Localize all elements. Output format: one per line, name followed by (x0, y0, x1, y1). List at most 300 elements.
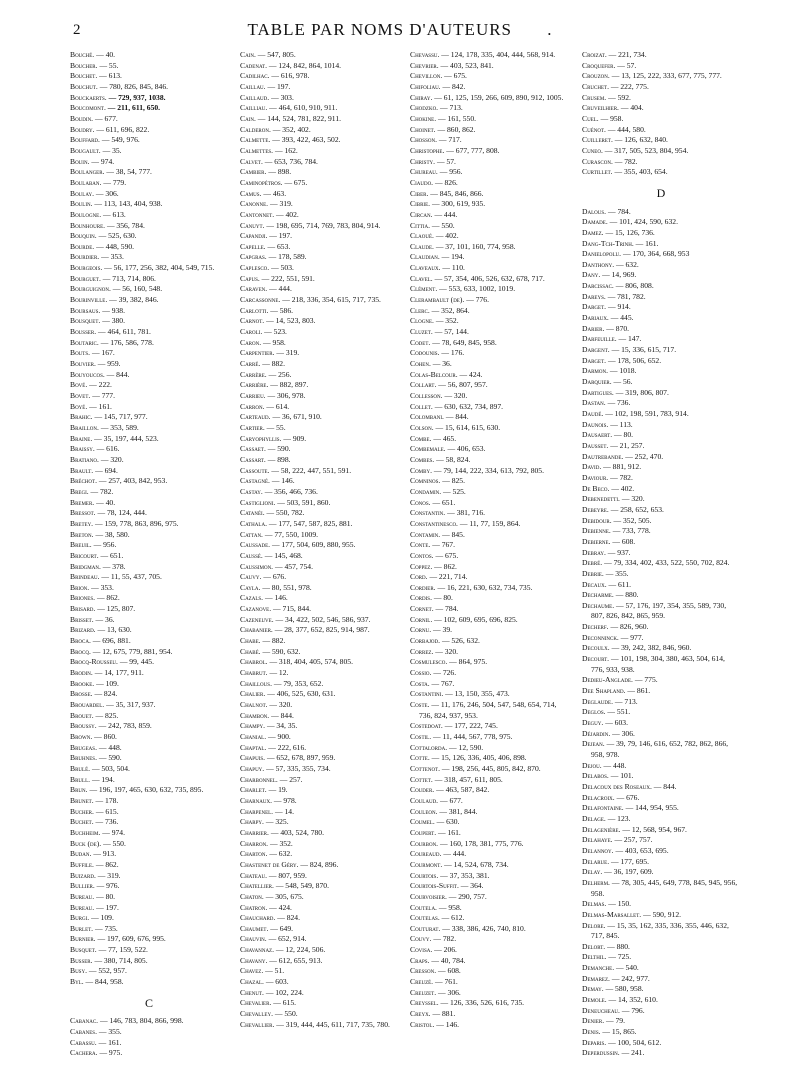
page-refs: — 317, 505, 523, 804, 954. (604, 145, 689, 155)
index-entry (240, 306, 398, 317)
index-entry (240, 711, 398, 722)
index-entry (410, 391, 568, 402)
author-name: Debienne. (582, 526, 611, 536)
index-entry (70, 157, 228, 168)
page-refs: — 306, 978. (267, 391, 306, 400)
author-name: Briones. (70, 593, 96, 603)
index-entry (70, 327, 228, 338)
author-name: Chaton. (240, 891, 264, 901)
index-entry (582, 334, 740, 345)
author-name: Caraven. (240, 284, 268, 294)
author-name: Coumel. (410, 817, 435, 827)
page-refs: — 13, 150, 355, 473. (445, 689, 510, 699)
author-name: Caussimon. (240, 561, 274, 571)
page-refs: — 424. (269, 902, 292, 912)
page-refs: — 35, 197, 444, 523. (94, 433, 159, 443)
index-entry (582, 697, 740, 708)
page-refs: — 352. (269, 838, 293, 848)
index-entry (240, 359, 398, 370)
page-refs: — 257. (279, 774, 303, 784)
author-name: Dariaux. (582, 313, 609, 323)
page-refs: — 36. (432, 359, 452, 369)
author-name: Constantinesco. (410, 518, 458, 528)
page-refs: — 79, 144, 222, 334, 613, 792, 805. (433, 465, 544, 475)
author-name: Circan. (410, 209, 433, 219)
index-entry (70, 444, 228, 455)
page-refs: — 860. (94, 732, 117, 741)
index-entry (582, 729, 740, 740)
page-refs: — 974. (91, 156, 115, 166)
index-entry (70, 956, 228, 967)
page-refs: — 34, 35. (266, 721, 298, 731)
author-name: Brion. (70, 582, 90, 592)
author-name: Cadenat. (240, 60, 267, 70)
page-refs: — 652, 678, 897, 959. (266, 753, 336, 763)
index-entry (582, 739, 740, 760)
page-refs: — 677. (94, 113, 118, 123)
author-name: Chambon. (240, 710, 270, 720)
page-refs: — 978. (273, 795, 297, 805)
page-refs: — 14, 524, 678, 734. (444, 859, 509, 869)
author-name: Combe. (410, 433, 432, 443)
author-name: Delahaye. (582, 835, 613, 845)
page-refs: — 782. (610, 472, 633, 482)
page-refs: — 713. (439, 103, 463, 113)
page-refs: — 16, 221, 630, 632, 734, 735. (437, 582, 533, 592)
page-refs: — 613. (103, 209, 126, 219)
author-name: Carcassonne. (240, 295, 281, 305)
page-refs: — 79, 334, 402, 433, 522, 550, 702, 824. (604, 558, 730, 568)
index-entry (582, 622, 740, 633)
index-entry (410, 370, 568, 381)
page-number: 2 (73, 22, 81, 38)
index-entry (410, 423, 568, 434)
page-refs: — 842. (442, 81, 466, 91)
index-entry (582, 654, 740, 675)
page-refs: — 796. (621, 1005, 645, 1015)
page-refs: — 403, 523, 841. (440, 60, 494, 70)
page-refs: — 547, 805. (257, 50, 296, 59)
author-name: Bouchet. (70, 71, 98, 81)
author-name: Chenut. (240, 987, 264, 997)
author-name: Cayla. (240, 582, 261, 592)
index-entry (582, 228, 740, 239)
page-refs: — 503. (271, 263, 294, 273)
page-refs: — 77, 550, 1009. (264, 529, 319, 539)
index-entry (70, 359, 228, 370)
index-entry (70, 657, 228, 668)
author-name: Cabassu. (70, 1037, 97, 1047)
index-entry (240, 498, 398, 509)
author-name: Clerambault (de). (410, 295, 465, 305)
author-name: Buizard. (70, 870, 96, 880)
index-entry (582, 452, 740, 463)
page-refs: — 381, 844. (439, 806, 478, 816)
author-name: Cachera. (70, 1048, 98, 1058)
page-refs: — 616. (96, 444, 120, 454)
author-name: Couleon. (410, 806, 438, 816)
page-refs: — 612, 655, 913. (269, 955, 323, 965)
author-name: Cordier. (410, 582, 436, 592)
author-name: Christophe. (410, 145, 445, 155)
page-refs: — 881, 912. (603, 462, 642, 472)
index-entry (582, 707, 740, 718)
page-refs: — 144, 954, 955. (625, 803, 679, 813)
index-entry (582, 125, 740, 136)
index-entry (70, 519, 228, 530)
index-entry (582, 803, 740, 814)
index-entry (70, 252, 228, 263)
page-refs: — 590. (98, 753, 122, 763)
author-name: Boursaus. (70, 305, 101, 315)
page-refs: — 880. (615, 590, 639, 600)
index-entry (582, 82, 740, 93)
index-entry (410, 114, 568, 125)
index-entry (410, 945, 568, 956)
index-entry (410, 252, 568, 263)
author-name: Couturat. (410, 923, 441, 933)
author-name: Charton. (240, 849, 268, 859)
author-name: Chevalley. (240, 1009, 273, 1019)
author-name: Croquefer. (582, 60, 616, 70)
index-entry (410, 498, 568, 509)
index-entry (582, 846, 740, 857)
index-entry (70, 679, 228, 690)
page-refs: — 113. (610, 419, 633, 429)
page-refs: — 11, 444, 567, 778, 975. (433, 732, 513, 741)
page-refs: — 56, 177, 256, 382, 404, 549, 715. (104, 263, 215, 273)
index-entry (240, 530, 398, 541)
author-name: Creyssel. (410, 998, 439, 1008)
page-refs: — 15, 126, 336, 405, 406, 898. (431, 753, 527, 763)
page-refs: — 779. (103, 177, 127, 187)
index-entry (240, 956, 398, 967)
author-name: Bretey. (70, 518, 94, 528)
index-entry (410, 263, 568, 274)
page-refs: — 79. (606, 1016, 625, 1026)
author-name: Chavany. (240, 955, 268, 965)
author-name: Bourde. (70, 241, 95, 251)
page-refs: — 38, 580. (95, 529, 130, 539)
author-name: Bouchut. (70, 81, 98, 91)
author-name: Courtois. (410, 870, 439, 880)
index-entry (240, 455, 398, 466)
author-name: Brault. (70, 465, 94, 475)
index-entry (582, 249, 740, 260)
author-name: Coste. (410, 700, 430, 710)
index-entry (582, 974, 740, 985)
author-name: Breton. (70, 529, 94, 539)
author-name: Cuneo. (582, 145, 603, 155)
page-refs: — 221, 714. (429, 572, 468, 582)
author-name: Brahic. (70, 412, 93, 422)
author-name: Colombani. (410, 412, 444, 422)
page-refs: — 252, 470. (625, 451, 664, 461)
author-name: Boulanger. (70, 167, 105, 177)
author-name: Buffile. (70, 859, 94, 869)
index-entry (70, 167, 228, 178)
index-entry (240, 721, 398, 732)
index-entry (410, 61, 568, 72)
page-refs: — 677, 777, 808. (446, 145, 500, 155)
author-name: Brouardel. (70, 700, 105, 710)
page-refs: — 11, 77, 159, 864. (459, 518, 521, 528)
index-entry (410, 998, 568, 1009)
page-refs: — 102, 609, 695, 696, 825. (434, 614, 518, 624)
author-name: Cassart. (240, 454, 266, 464)
author-name: Chaumet. (240, 923, 269, 933)
author-name: Colson. (410, 422, 434, 432)
index-entry (582, 377, 740, 388)
index-entry (70, 242, 228, 253)
author-name: Cottenot. (410, 763, 441, 773)
author-name: Cathala. (240, 518, 267, 528)
author-name: Deconninck. (582, 632, 619, 642)
index-entry (240, 583, 398, 594)
index-entry (240, 380, 398, 391)
page-refs: — 937. (607, 547, 631, 557)
author-name: Caroli. (240, 327, 263, 337)
author-name: Chabanier. (240, 625, 273, 635)
index-entry (410, 167, 568, 178)
index-entry (410, 476, 568, 487)
index-entry (70, 625, 228, 636)
page-refs: — 80. (96, 891, 116, 901)
author-name: Bouyoucos. (70, 369, 105, 379)
page-refs: — 11, 55, 437, 705. (101, 572, 162, 582)
author-name: Bouckaerts. (70, 92, 107, 102)
page-refs: — 320. (621, 494, 645, 504)
author-name: Comninos. (410, 476, 441, 486)
page-refs: — 146. (264, 593, 288, 603)
page-refs: — 806, 808. (615, 281, 654, 291)
page-refs: — 464, 610, 910, 911. (269, 103, 338, 113)
page-refs: — 124, 842, 864, 1014. (268, 60, 342, 70)
page-refs: — 125, 807. (97, 604, 136, 614)
author-name: Darfeuille. (582, 334, 617, 344)
author-name: Courvoisier. (410, 891, 447, 901)
index-entry (70, 402, 228, 413)
page-refs: — 503, 504. (91, 763, 130, 773)
index-entry (582, 93, 740, 104)
page-refs: — 51. (265, 966, 285, 976)
author-name: Bucher. (70, 806, 94, 816)
index-entry (582, 569, 740, 580)
page-refs: — 549, 976. (101, 135, 140, 145)
index-entry (410, 839, 568, 850)
author-name: Coutela. (410, 902, 437, 912)
index-entry (70, 817, 228, 828)
page-refs: — 523. (264, 327, 287, 337)
author-name: Charnaux. (240, 795, 272, 805)
author-name: Dang-Tch-Trinh. (582, 238, 634, 248)
index-entry (582, 580, 740, 591)
index-entry (410, 977, 568, 988)
page-refs: — 40. (96, 497, 116, 507)
author-name: Dalous. (582, 206, 607, 216)
page-refs: — 319, 806, 807. (615, 387, 669, 397)
author-name: Burgi. (70, 913, 90, 923)
index-entry (582, 1016, 740, 1027)
author-name: Delannoy. (582, 845, 614, 855)
author-name: Brocq-Rousseu. (70, 657, 118, 667)
page-refs: — 632. (616, 259, 639, 269)
page-refs: — 78, 305, 445, 649, 778, 845, 945, 956, 958. (591, 877, 738, 898)
author-name: Boulay. (70, 188, 95, 198)
page-refs: — 161. (635, 238, 659, 248)
author-name: Buchheim. (70, 827, 101, 837)
page-refs: — 14, 969. (602, 270, 637, 280)
page-refs: — 126, 336, 526, 616, 735. (440, 998, 525, 1008)
index-entry (240, 1009, 398, 1020)
author-name: Boudin. (70, 113, 94, 123)
author-name: Courbon. (410, 838, 439, 848)
author-name: Collart. (410, 380, 437, 390)
author-name: Demay. (582, 984, 604, 994)
author-name: Caillaud. (240, 92, 270, 102)
page-refs: — 402. (611, 483, 635, 493)
page-refs: — 57. (617, 60, 637, 70)
author-name: Cailliau. (240, 103, 268, 113)
index-entry (70, 636, 228, 647)
index-column-3 (410, 50, 568, 1030)
page-refs: — 13, 125, 222, 333, 677, 775, 777. (611, 71, 722, 81)
page-refs: — 552, 957. (88, 966, 127, 976)
page-refs: — 338, 386, 426, 740, 810. (442, 923, 526, 933)
author-name: Chevassu. (410, 50, 440, 59)
index-entry (410, 412, 568, 423)
page-refs: — 145, 468. (264, 550, 303, 560)
index-entry (240, 508, 398, 519)
author-name: Castagné. (240, 476, 270, 486)
page-refs: — 221, 734. (608, 50, 647, 59)
author-name: Braissy. (70, 444, 95, 454)
author-name: Cosmulesco. (410, 657, 448, 667)
page-refs: — 448. (98, 742, 122, 752)
author-name: Deguy. (582, 718, 604, 728)
author-name: Boyé. (70, 401, 88, 411)
page-refs: — 694. (95, 465, 118, 475)
index-entry (240, 839, 398, 850)
index-entry (240, 61, 398, 72)
index-entry (70, 306, 228, 317)
author-name: Carrère. (240, 369, 267, 379)
page-refs: — 146. (271, 476, 295, 486)
index-entry (410, 210, 568, 221)
index-entry (240, 732, 398, 743)
author-name: Chanial. (240, 732, 267, 741)
author-name: Busquet. (70, 945, 97, 955)
page-refs: — 35. (102, 145, 122, 155)
page-refs: — 590, 912. (643, 909, 682, 919)
index-entry (240, 977, 398, 988)
author-name: Claveaux. (410, 263, 441, 273)
author-name: Debierne. (582, 536, 611, 546)
author-name: Debeyre. (582, 504, 609, 514)
index-entry (70, 775, 228, 786)
author-name: Bousquet. (70, 316, 101, 326)
page-refs: — 147. (618, 334, 642, 344)
index-entry (410, 221, 568, 232)
page-refs: — 616, 978. (271, 71, 310, 81)
page-refs: — 844. (445, 412, 469, 422)
index-entry (70, 423, 228, 434)
index-entry (582, 167, 740, 178)
page-refs: — 80. (614, 430, 634, 440)
author-name: Cossio. (410, 668, 432, 678)
page-refs: — 380, 714, 805. (94, 955, 148, 965)
author-name: Dee Shapland. (582, 686, 626, 696)
author-name: Dechaume. (582, 600, 615, 610)
author-name: Chaillous. (240, 678, 272, 688)
author-name: Buchet. (70, 817, 94, 827)
page-refs: — 39, 242, 382, 846, 960. (611, 643, 692, 653)
page-refs: — 956. (439, 167, 463, 177)
index-entry (240, 125, 398, 136)
page-refs: — 242, 783, 859. (98, 721, 152, 731)
index-entry (70, 82, 228, 93)
page-refs: — 403, 524, 780. (270, 827, 324, 837)
index-entry (410, 103, 568, 114)
index-entry (410, 721, 568, 732)
index-entry (582, 910, 740, 921)
index-entry (240, 988, 398, 999)
index-entry (240, 519, 398, 530)
page-refs: — 145, 717, 977. (94, 412, 148, 422)
author-name: Darier. (582, 323, 605, 333)
page-refs: — 612. (441, 913, 465, 923)
title-mark: . (547, 20, 553, 39)
author-name: Carré. (240, 359, 261, 369)
index-entry (70, 977, 228, 988)
page-refs: — 177, 547, 587, 825, 881. (268, 518, 353, 528)
page-refs: — 586. (270, 305, 294, 315)
page-refs: — 675. (444, 71, 467, 81)
author-name: Cambier. (240, 167, 267, 177)
index-entry (240, 625, 398, 636)
page-refs: — 355, 403, 654. (614, 167, 668, 177)
index-entry (240, 753, 398, 764)
page-refs: — 444, 580. (607, 124, 646, 134)
index-entry (410, 679, 568, 690)
index-entry (582, 207, 740, 218)
page-refs: — 611, 696, 822. (96, 124, 150, 134)
page-refs: — 776. (466, 295, 489, 305)
index-column-4 (582, 50, 740, 1059)
author-name: Chastenet de Géry. (240, 859, 299, 869)
index-entry (410, 647, 568, 658)
page-refs: — 162. (274, 145, 298, 155)
page-refs: — 58, 222, 447, 551, 591. (271, 465, 352, 475)
author-name: Cauvy. (240, 572, 262, 582)
author-name: Curtillet. (582, 167, 613, 177)
author-name: Darquier. (582, 377, 612, 387)
page-refs: — 306. (612, 728, 635, 738)
index-entry (410, 849, 568, 860)
index-entry (70, 274, 228, 285)
author-name: Charron. (240, 838, 269, 848)
index-entry (410, 348, 568, 359)
page-refs: — 1018. (609, 366, 637, 376)
author-name: Darget. (582, 355, 607, 365)
author-name: Brunet. (70, 795, 94, 805)
author-name: Chauvin. (240, 934, 267, 944)
index-entry (410, 743, 568, 754)
index-entry (410, 775, 568, 786)
index-entry (240, 103, 398, 114)
author-name: Deparis. (582, 1037, 607, 1047)
page-refs: — 320. (269, 700, 293, 710)
